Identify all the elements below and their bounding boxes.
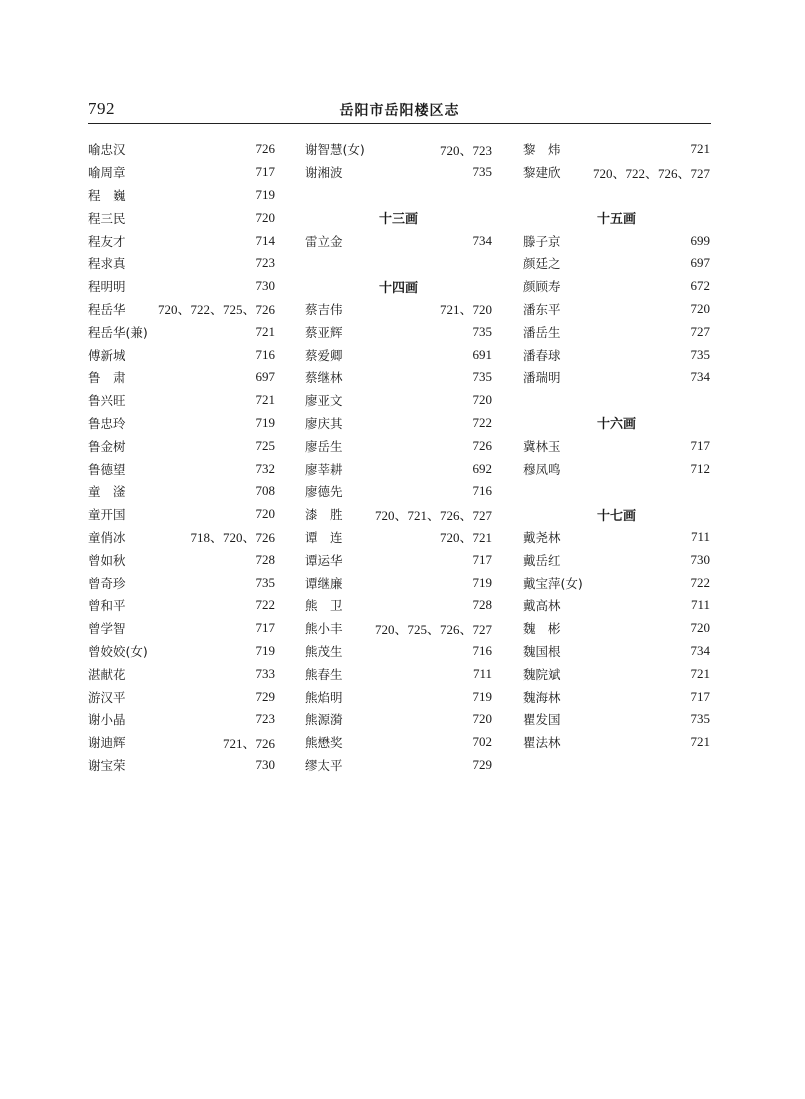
page-references: 720 <box>690 620 710 636</box>
person-name: 谢小晶 <box>88 712 126 728</box>
page-references: 733 <box>255 665 275 681</box>
page-references: 723 <box>255 711 275 727</box>
index-entry <box>305 662 492 685</box>
page-references: 711 <box>690 528 710 544</box>
index-column-3 <box>523 138 710 754</box>
index-entry <box>88 138 275 161</box>
page-references: 720 <box>472 392 492 408</box>
index-entry <box>305 434 492 457</box>
person-name: 瞿发国 <box>523 712 561 728</box>
index-entry <box>88 480 275 503</box>
page-references: 721、726 <box>222 735 275 751</box>
page-references: 718、720、726 <box>190 530 275 546</box>
stroke-count-heading: 十五画 <box>596 212 636 228</box>
page-number: 792 <box>88 99 115 118</box>
index-entry <box>523 526 710 549</box>
page-references: 728 <box>472 597 492 613</box>
person-name: 熊焰明 <box>305 689 343 705</box>
index-entry <box>88 685 275 708</box>
person-name: 蔡爱卿 <box>305 347 343 363</box>
index-entry <box>305 320 492 343</box>
person-name: 潘岳生 <box>523 324 561 340</box>
person-name: 谢迪辉 <box>88 735 126 751</box>
person-name: 熊小丰 <box>305 621 343 637</box>
spacer <box>305 252 492 275</box>
index-entry <box>305 503 492 526</box>
person-name: 戴岳红 <box>523 552 561 568</box>
person-name: 廖岳生 <box>305 438 343 454</box>
person-name: 谭运华 <box>305 552 343 568</box>
person-name: 程求真 <box>88 256 126 272</box>
index-entry <box>305 708 492 731</box>
index-entry <box>305 731 492 754</box>
person-name: 潘春球 <box>523 347 561 363</box>
page-references: 722 <box>690 574 710 590</box>
index-entry <box>88 640 275 663</box>
index-entry <box>305 343 492 366</box>
index-entry <box>523 434 710 457</box>
stroke-count-heading: 十七画 <box>596 508 636 524</box>
page-references: 699 <box>690 232 710 248</box>
person-name: 戴尧林 <box>523 529 561 545</box>
person-name: 程友才 <box>88 233 126 249</box>
spacer <box>523 480 710 503</box>
person-name: 鲁德望 <box>88 461 126 477</box>
person-name: 颜廷之 <box>523 256 561 272</box>
index-entry <box>305 298 492 321</box>
page-references: 734 <box>472 232 492 248</box>
person-name: 程岳华 <box>88 301 126 317</box>
index-entry <box>523 594 710 617</box>
person-name: 蔡吉伟 <box>305 301 343 317</box>
page-references: 714 <box>255 232 275 248</box>
index-entry <box>305 548 492 571</box>
person-name: 戴宝萍(女) <box>523 575 583 591</box>
page-references: 735 <box>472 369 492 385</box>
page-references: 721 <box>690 141 710 157</box>
page-references: 717 <box>472 551 492 567</box>
index-entry <box>523 298 710 321</box>
person-name: 鲁 肃 <box>88 370 126 386</box>
index-entry <box>305 685 492 708</box>
page-references: 711 <box>690 597 710 613</box>
page-references: 730 <box>255 756 275 772</box>
person-name: 鲁忠玲 <box>88 415 126 431</box>
index-entry <box>523 320 710 343</box>
person-name: 曾奇珍 <box>88 575 126 591</box>
person-name: 喻忠汉 <box>88 142 126 158</box>
index-entry <box>305 571 492 594</box>
index-entry <box>305 161 492 184</box>
index-entry <box>305 617 492 640</box>
index-entry <box>523 457 710 480</box>
page-references: 735 <box>472 323 492 339</box>
index-entry <box>523 343 710 366</box>
page-references: 720 <box>255 506 275 522</box>
person-name: 喻周章 <box>88 165 126 181</box>
page-references: 721 <box>690 665 710 681</box>
person-name: 谭 连 <box>305 529 343 545</box>
index-entry <box>88 503 275 526</box>
page-references: 719 <box>255 642 275 658</box>
index-entry <box>305 412 492 435</box>
index-entry <box>523 138 710 161</box>
page-references: 720、721 <box>439 530 492 546</box>
index-entry <box>523 571 710 594</box>
index-column-2 <box>305 138 492 776</box>
index-entry <box>523 548 710 571</box>
index-entry <box>88 617 275 640</box>
person-name: 穆凤鸣 <box>523 461 561 477</box>
page-references: 716 <box>255 346 275 362</box>
page-references: 721、720 <box>439 302 492 318</box>
stroke-count-heading: 十四画 <box>378 280 418 296</box>
person-name: 熊源漪 <box>305 712 343 728</box>
index-entry <box>88 298 275 321</box>
index-entry <box>523 708 710 731</box>
page-references: 716 <box>472 642 492 658</box>
index-entry <box>88 206 275 229</box>
page-references: 735 <box>690 711 710 727</box>
person-name: 漆 胜 <box>305 507 343 523</box>
index-entry <box>88 229 275 252</box>
person-name: 戴高林 <box>523 598 561 614</box>
person-name: 程三民 <box>88 210 126 226</box>
page-references: 712 <box>690 460 710 476</box>
person-name: 雷立金 <box>305 233 343 249</box>
page-references: 720 <box>472 711 492 727</box>
person-name: 程 巍 <box>88 187 126 203</box>
index-entry <box>88 412 275 435</box>
page-references: 697 <box>255 369 275 385</box>
page-references: 719 <box>255 414 275 430</box>
index-entry <box>523 161 710 184</box>
page-references: 728 <box>255 551 275 567</box>
page-references: 719 <box>472 688 492 704</box>
spacer <box>523 389 710 412</box>
page-references: 717 <box>690 688 710 704</box>
page-references: 720、723 <box>439 142 492 158</box>
person-name: 魏海林 <box>523 689 561 705</box>
page-references: 702 <box>472 734 492 750</box>
index-entry <box>88 366 275 389</box>
person-name: 程明明 <box>88 279 126 295</box>
person-name: 童俏冰 <box>88 529 126 545</box>
index-entry <box>305 754 492 777</box>
page-references: 730 <box>690 551 710 567</box>
page-references: 722 <box>472 414 492 430</box>
index-entry <box>88 343 275 366</box>
stroke-count-heading: 十六画 <box>596 417 636 433</box>
person-name: 鲁金树 <box>88 438 126 454</box>
person-name: 廖庆其 <box>305 415 343 431</box>
index-entry <box>88 526 275 549</box>
index-entry <box>523 229 710 252</box>
page-references: 720、722、725、726 <box>157 302 275 318</box>
index-entry <box>523 662 710 685</box>
page-references: 734 <box>690 642 710 658</box>
person-name: 魏国根 <box>523 643 561 659</box>
person-name: 傅新城 <box>88 347 126 363</box>
index-entry <box>88 662 275 685</box>
page-references: 734 <box>690 369 710 385</box>
person-name: 程岳华(兼) <box>88 324 148 340</box>
spacer <box>523 184 710 207</box>
index-entry <box>305 480 492 503</box>
person-name: 熊茂生 <box>305 643 343 659</box>
page-references: 697 <box>690 255 710 271</box>
index-entry <box>305 526 492 549</box>
page-header <box>88 97 711 124</box>
page-references: 726 <box>255 141 275 157</box>
page-references: 672 <box>690 278 710 294</box>
person-name: 滕子京 <box>523 233 561 249</box>
page-references: 721 <box>255 323 275 339</box>
page-references: 729 <box>472 756 492 772</box>
page-references: 721 <box>690 734 710 750</box>
page-references: 717 <box>255 164 275 180</box>
page-references: 722 <box>255 597 275 613</box>
index-entry <box>305 389 492 412</box>
person-name: 曾和平 <box>88 598 126 614</box>
page-references: 711 <box>472 665 492 681</box>
index-entry <box>88 184 275 207</box>
page-references: 729 <box>255 688 275 704</box>
index-entry <box>305 457 492 480</box>
person-name: 谢宝荣 <box>88 757 126 773</box>
person-name: 谭继廉 <box>305 575 343 591</box>
person-name: 廖德先 <box>305 484 343 500</box>
page-references: 691 <box>472 346 492 362</box>
person-name: 熊春生 <box>305 666 343 682</box>
index-entry <box>88 434 275 457</box>
person-name: 潘东平 <box>523 301 561 317</box>
person-name: 潘瑞明 <box>523 370 561 386</box>
person-name: 廖莘耕 <box>305 461 343 477</box>
index-entry <box>88 571 275 594</box>
index-column-1 <box>88 138 275 776</box>
person-name: 熊 卫 <box>305 598 343 614</box>
person-name: 曾姣姣(女) <box>88 643 148 659</box>
person-name: 曾如秋 <box>88 552 126 568</box>
page-references: 735 <box>690 346 710 362</box>
index-entry <box>88 457 275 480</box>
person-name: 游汉平 <box>88 689 126 705</box>
page-references: 720、722、726、727 <box>592 165 710 181</box>
page-references: 735 <box>472 164 492 180</box>
index-entry <box>88 594 275 617</box>
page-references: 719 <box>255 186 275 202</box>
index-entry <box>88 708 275 731</box>
index-entry <box>523 685 710 708</box>
person-name: 蔡继林 <box>305 370 343 386</box>
index-entry <box>88 161 275 184</box>
person-name: 谢智慧(女) <box>305 142 365 158</box>
page-references: 708 <box>255 483 275 499</box>
book-title: 岳阳市岳阳楼区志 <box>339 103 460 119</box>
page-references: 732 <box>255 460 275 476</box>
index-entry <box>88 320 275 343</box>
page-references: 720、721、726、727 <box>374 507 492 523</box>
page-references: 721 <box>255 392 275 408</box>
person-name: 冀林玉 <box>523 438 561 454</box>
index-entry <box>88 252 275 275</box>
index-entry <box>523 731 710 754</box>
page-references: 735 <box>255 574 275 590</box>
page-references: 720 <box>255 209 275 225</box>
person-name: 谢湘波 <box>305 165 343 181</box>
person-name: 湛献花 <box>88 666 126 682</box>
index-entry <box>305 229 492 252</box>
index-entry <box>523 617 710 640</box>
page-references: 692 <box>472 460 492 476</box>
person-name: 童开国 <box>88 507 126 523</box>
index-entry <box>88 548 275 571</box>
person-name: 瞿法林 <box>523 735 561 751</box>
person-name: 鲁兴旺 <box>88 393 126 409</box>
person-name: 黎建欣 <box>523 165 561 181</box>
index-entry <box>305 138 492 161</box>
index-entry <box>523 275 710 298</box>
person-name: 曾学智 <box>88 621 126 637</box>
index-entry <box>523 252 710 275</box>
page-references: 720 <box>690 300 710 316</box>
person-name: 缪太平 <box>305 757 343 773</box>
person-name: 熊懋奖 <box>305 735 343 751</box>
person-name: 廖亚文 <box>305 393 343 409</box>
index-entry <box>88 731 275 754</box>
page-references: 717 <box>255 620 275 636</box>
person-name: 黎 炜 <box>523 142 561 158</box>
person-name: 蔡亚辉 <box>305 324 343 340</box>
index-entry <box>88 754 275 777</box>
page-references: 717 <box>690 437 710 453</box>
person-name: 童 滏 <box>88 484 126 500</box>
page-references: 720、725、726、727 <box>374 621 492 637</box>
page-references: 719 <box>472 574 492 590</box>
page-references: 730 <box>255 278 275 294</box>
person-name: 颜顾寿 <box>523 279 561 295</box>
index-entry <box>523 366 710 389</box>
index-entry <box>523 640 710 663</box>
page-references: 727 <box>690 323 710 339</box>
index-entry <box>305 640 492 663</box>
person-name: 魏院斌 <box>523 666 561 682</box>
page-references: 726 <box>472 437 492 453</box>
stroke-count-heading: 十三画 <box>378 212 418 228</box>
page-references: 725 <box>255 437 275 453</box>
person-name: 魏 彬 <box>523 621 561 637</box>
index-entry <box>88 275 275 298</box>
page-references: 723 <box>255 255 275 271</box>
spacer <box>305 184 492 207</box>
index-entry <box>305 594 492 617</box>
index-entry <box>88 389 275 412</box>
page-references: 716 <box>472 483 492 499</box>
index-entry <box>305 366 492 389</box>
